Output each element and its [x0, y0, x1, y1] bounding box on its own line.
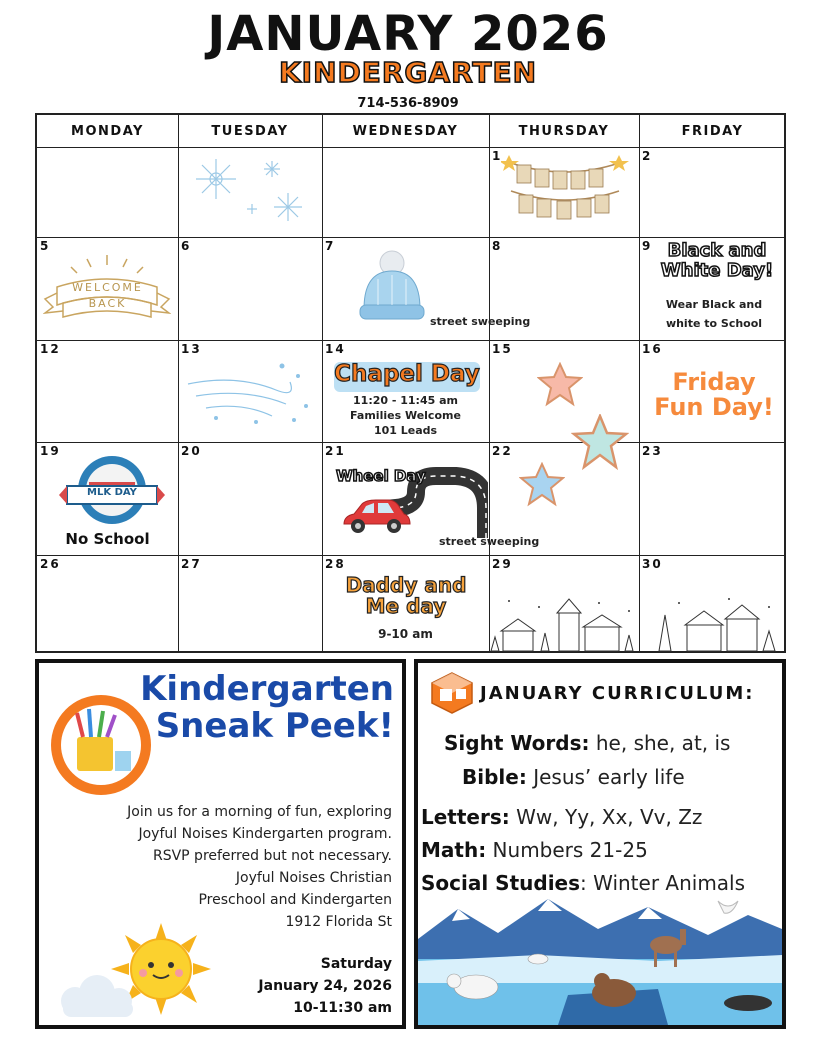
daddy-me-day-title: Daddy and Me day — [345, 573, 467, 618]
art-supplies-icon — [49, 693, 153, 797]
letters-label: Letters: — [421, 805, 510, 829]
arctic-scene-illustration — [418, 899, 782, 1025]
back-text: BACK — [88, 297, 127, 310]
welcome-text: WELCOME — [72, 281, 143, 294]
winter-hat-icon — [350, 249, 430, 329]
cell-friday-16 — [639, 340, 786, 442]
sight-words-line — [444, 731, 730, 755]
social-studies-line — [421, 871, 745, 895]
date-number: 23 — [642, 444, 663, 458]
chapel-day-title: Chapel Day — [334, 361, 480, 387]
no-school-note: No School — [65, 530, 150, 548]
star-cookie-icon — [519, 462, 565, 508]
date-number: 13 — [181, 342, 202, 356]
sneak-peek-box — [35, 659, 406, 1029]
curriculum-title: JANUARY CURRICULUM: — [480, 683, 755, 704]
street-sweeping-note: street sweeping — [439, 535, 540, 548]
cell-monday-5 — [37, 237, 178, 340]
happy-new-year-banner-icon — [501, 151, 629, 231]
cell-tuesday-6 — [178, 237, 322, 340]
sneak-peek-line: RSVP preferred but not necessary. — [152, 848, 392, 864]
cell-thursday-8 — [489, 237, 639, 340]
alphabet-block-icon — [430, 671, 474, 715]
day-header-monday: MONDAY — [71, 123, 144, 139]
winter-village-icon — [639, 595, 786, 653]
bible-label: Bible: — [462, 765, 527, 789]
cell-wednesday-14 — [322, 340, 489, 442]
math-value: Numbers 21-25 — [486, 838, 648, 862]
sneak-peek-title-line2: Sneak Peek! — [155, 706, 394, 747]
date-number: 21 — [325, 444, 346, 458]
cell-tuesday-13 — [178, 340, 322, 442]
day-header-wednesday: WEDNESDAY — [352, 123, 459, 139]
chapel-leads: 101 Leads — [373, 424, 438, 437]
letters-value: Ww, Yy, Xx, Vv, Zz — [509, 805, 703, 829]
star-cookie-icon — [537, 362, 583, 408]
date-number: 27 — [181, 557, 202, 571]
date-number: 14 — [325, 342, 346, 356]
date-number: 15 — [492, 342, 513, 356]
bible-value: Jesus’ early life — [526, 765, 685, 789]
bible-line — [462, 765, 685, 789]
sight-words-value: he, she, at, is — [589, 731, 731, 755]
math-line — [421, 838, 648, 862]
cell-thursday-29 — [489, 555, 639, 653]
date-number: 6 — [181, 239, 192, 253]
cell-tuesday-r1 — [178, 147, 322, 237]
cell-wednesday-7 — [322, 237, 531, 340]
red-car-icon — [340, 498, 412, 538]
date-number: 9 — [642, 239, 653, 253]
date-number: 28 — [325, 557, 346, 571]
sneak-peek-title-line1: Kindergarten — [140, 669, 394, 709]
cell-friday-2 — [639, 147, 786, 237]
friday-fun-day-title: Friday Fun Day! — [654, 368, 774, 422]
sneak-peek-title — [140, 671, 394, 746]
date-number: 5 — [40, 239, 51, 253]
black-white-day-note: Wear Black and white to School — [665, 298, 763, 330]
mlk-badge-text: MLK DAY — [87, 487, 137, 498]
street-sweeping-note: street sweeping — [430, 315, 531, 328]
sneak-peek-line: Preschool and Kindergarten — [198, 892, 392, 908]
cell-monday-12 — [37, 340, 178, 442]
snowflakes-icon — [178, 147, 322, 237]
cell-monday-26 — [37, 555, 178, 653]
cell-wednesday-28 — [322, 555, 489, 653]
page-title: JANUARY 2026 — [207, 6, 609, 62]
black-white-day-title: Black and White Day! — [660, 240, 774, 281]
sight-words-label: Sight Words: — [444, 731, 590, 755]
date-number: 22 — [492, 444, 513, 458]
sneak-peek-line: Joyful Noises Kindergarten program. — [138, 826, 392, 842]
sneak-peek-time: 10-11:30 am — [293, 1000, 392, 1016]
cell-thursday-22 — [489, 442, 639, 555]
winter-village-icon — [489, 595, 639, 653]
daddy-me-day-time: 9-10 am — [378, 627, 433, 641]
sneak-peek-line: Join us for a morning of fun, exploring — [127, 804, 392, 820]
date-number: 8 — [492, 239, 503, 253]
date-number: 19 — [40, 444, 61, 458]
calendar-grid — [35, 113, 786, 653]
date-number: 20 — [181, 444, 202, 458]
date-number: 26 — [40, 557, 61, 571]
wheel-day-title: Wheel Day — [336, 467, 426, 485]
sneak-peek-date: January 24, 2026 — [258, 978, 392, 994]
math-label: Math: — [421, 838, 487, 862]
cell-friday-30 — [639, 555, 786, 653]
sneak-peek-line: 1912 Florida St — [285, 914, 392, 930]
social-studies-label: Social Studies — [421, 871, 581, 895]
cell-thursday-15 — [489, 340, 639, 442]
sun-cloud-icon — [57, 919, 217, 1019]
curriculum-box — [414, 659, 786, 1029]
cell-tuesday-27 — [178, 555, 322, 653]
winter-wind-icon — [186, 354, 316, 434]
cell-friday-23 — [639, 442, 786, 555]
date-number: 30 — [642, 557, 663, 571]
day-header-tuesday: TUESDAY — [211, 123, 289, 139]
phone-number: 714-536-8909 — [357, 96, 459, 111]
date-number: 16 — [642, 342, 663, 356]
day-header-friday: FRIDAY — [681, 123, 744, 139]
chapel-time: 11:20 - 11:45 am — [353, 394, 458, 407]
date-number: 2 — [642, 149, 653, 163]
sneak-peek-line: Joyful Noises Christian — [235, 870, 392, 886]
chapel-families: Families Welcome — [350, 409, 461, 422]
date-number: 29 — [492, 557, 513, 571]
sneak-peek-body — [62, 801, 392, 933]
social-studies-value: : Winter Animals — [580, 871, 746, 895]
date-number: 1 — [492, 149, 503, 163]
cell-thursday-1 — [489, 147, 639, 237]
sneak-peek-day: Saturday — [320, 956, 392, 972]
sneak-peek-datetime — [258, 953, 392, 1019]
cell-friday-9 — [639, 237, 786, 340]
cell-monday-19 — [37, 442, 178, 555]
class-name: KINDERGARTEN — [278, 56, 538, 89]
cell-tuesday-20 — [178, 442, 322, 555]
letters-line — [421, 805, 702, 829]
date-number: 12 — [40, 342, 61, 356]
day-header-thursday: THURSDAY — [518, 123, 610, 139]
date-number: 7 — [325, 239, 336, 253]
